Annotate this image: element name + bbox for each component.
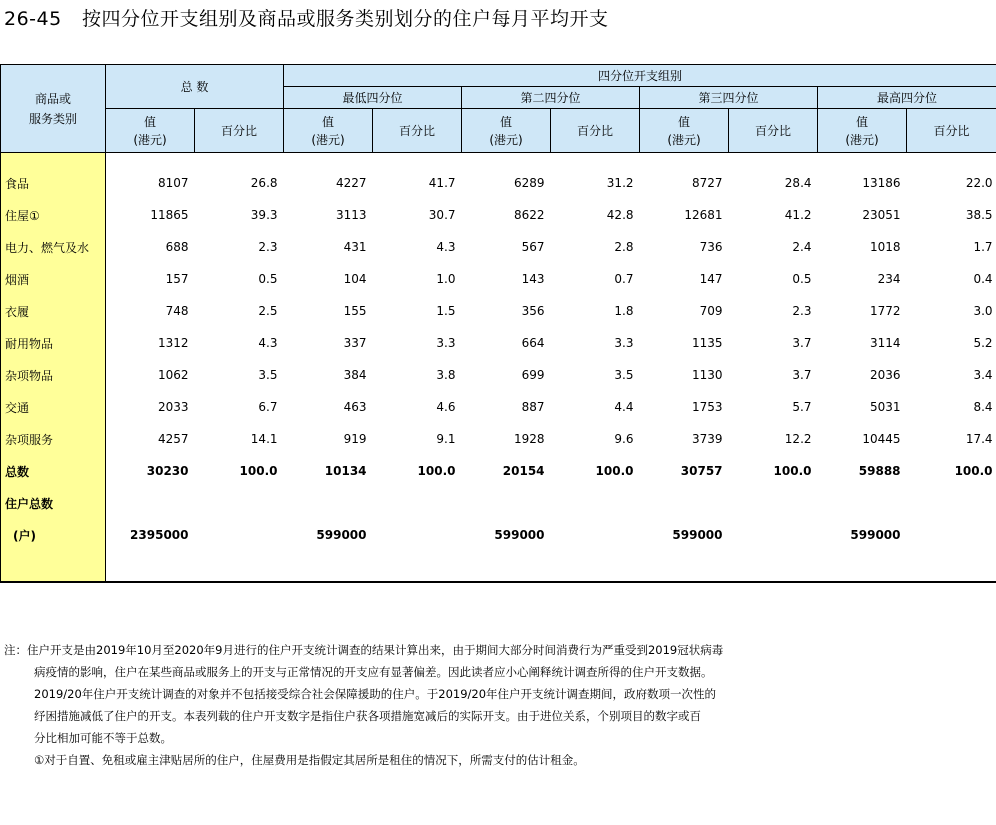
cell: 143 (521, 272, 545, 286)
note-line: 分比相加可能不等于总数。 (34, 731, 172, 745)
cell: 41.7 (428, 176, 456, 190)
cell: 6.7 (258, 400, 278, 414)
cell: 3.7 (792, 368, 812, 382)
cell: 463 (343, 400, 367, 414)
cell: 8622 (513, 208, 545, 222)
cell: 28.4 (784, 176, 812, 190)
cell: 1.8 (614, 304, 634, 318)
header-quartile-3: 第三四分位 (640, 87, 818, 109)
header-quartile-group: 四分位开支组别 (284, 65, 996, 87)
cell: 599000 (850, 528, 901, 542)
cell: 2.5 (258, 304, 278, 318)
note-line: 病疫情的影响，住户在某些商品或服务上的开支与正常情况的开支应有显著偏差。因此读者应小心阐释统计调查所得的住户开支数据。 (34, 665, 713, 679)
cell: 0.4 (973, 272, 993, 286)
expenditure-table (0, 64, 996, 583)
note-line: 纾困措施减低了住户的开支。本表列载的住户开支数字是指住户获各项措施宽减后的实际开支。由于进位关系，个别项目的数字或百 (34, 709, 701, 723)
cell: 14.1 (250, 432, 278, 446)
cell: 567 (521, 240, 545, 254)
cell: 41.2 (784, 208, 812, 222)
cell: 3.3 (614, 336, 634, 350)
cell: 4257 (157, 432, 189, 446)
cell: 157 (165, 272, 189, 286)
header-percent: 百分比 (551, 109, 640, 153)
cell: 3.0 (973, 304, 993, 318)
header-value: 值 (港元) (106, 109, 195, 153)
cell: 1062 (157, 368, 189, 382)
cell: 100.0 (773, 464, 812, 478)
table-row (1, 327, 996, 359)
cell: 1018 (869, 240, 901, 254)
header-quartile-1: 最低四分位 (284, 87, 462, 109)
cell: 10134 (324, 464, 367, 478)
row-label: 总数 (1, 455, 106, 487)
cell: 337 (343, 336, 367, 350)
table-number: 26-45 (4, 8, 62, 30)
table-row (1, 295, 996, 327)
header-quartile-4: 最高四分位 (818, 87, 996, 109)
total-row (1, 455, 996, 487)
header-quartile-2: 第二四分位 (462, 87, 640, 109)
cell: 42.8 (606, 208, 634, 222)
cell: 59888 (858, 464, 901, 478)
spacer-row (1, 153, 996, 168)
cell (729, 519, 818, 551)
cell: 4.4 (614, 400, 634, 414)
cell: 13186 (862, 176, 901, 190)
cell: 3.8 (436, 368, 456, 382)
cell: 1135 (691, 336, 723, 350)
cell: 709 (699, 304, 723, 318)
cell: 3113 (335, 208, 367, 222)
cell: 30.7 (428, 208, 456, 222)
cell: 4.3 (258, 336, 278, 350)
row-label: 交通 (1, 391, 106, 423)
cell: 8.4 (973, 400, 993, 414)
header-category: 商品或 服务类别 (1, 65, 106, 153)
cell: 3.4 (973, 368, 993, 382)
cell: 1.5 (436, 304, 456, 318)
cell: 2.8 (614, 240, 634, 254)
cell: 4.3 (436, 240, 456, 254)
households-row (1, 519, 996, 551)
cell: 22.0 (965, 176, 993, 190)
cell: 384 (343, 368, 367, 382)
cell: 30230 (146, 464, 189, 478)
cell: 11865 (150, 208, 189, 222)
cell: 234 (877, 272, 901, 286)
cell: 0.5 (792, 272, 812, 286)
cell: 12.2 (784, 432, 812, 446)
header-total: 总 数 (106, 65, 284, 109)
cell: 699 (521, 368, 545, 382)
page-title (4, 4, 609, 31)
cell: 0.5 (258, 272, 278, 286)
cell: 431 (343, 240, 367, 254)
row-label: 杂项物品 (1, 359, 106, 391)
cell: 147 (699, 272, 723, 286)
cell: 1928 (513, 432, 545, 446)
note-line: ①对于自置、免租或雇主津贴居所的住户，住屋费用是指假定其居所是租住的情况下，所需支付的估计租金。 (34, 753, 585, 767)
cell: 599000 (672, 528, 723, 542)
cell: 9.6 (614, 432, 634, 446)
table-row (1, 167, 996, 199)
cell: 12681 (684, 208, 723, 222)
row-label: 耐用物品 (1, 327, 106, 359)
row-label: (户) (1, 519, 106, 551)
cell: 17.4 (965, 432, 993, 446)
cell: 39.3 (250, 208, 278, 222)
cell: 9.1 (436, 432, 456, 446)
row-label: 烟酒 (1, 263, 106, 295)
cell: 2.4 (792, 240, 812, 254)
table-title: 按四分位开支组别及商品或服务类别划分的住户每月平均开支 (82, 8, 609, 30)
row-label: 住屋① (1, 199, 106, 231)
table-row (1, 263, 996, 295)
cell: 919 (343, 432, 367, 446)
row-label: 杂项服务 (1, 423, 106, 455)
header-percent: 百分比 (373, 109, 462, 153)
cell (551, 519, 640, 551)
cell (195, 519, 284, 551)
cell: 599000 (494, 528, 545, 542)
spacer-row (1, 551, 996, 582)
cell: 30757 (680, 464, 723, 478)
cell: 8107 (157, 176, 189, 190)
table-row (1, 199, 996, 231)
cell: 2395000 (130, 528, 189, 542)
cell: 4.6 (436, 400, 456, 414)
cell: 10445 (862, 432, 901, 446)
cell: 1.7 (973, 240, 993, 254)
cell: 4227 (335, 176, 367, 190)
cell: 3.5 (258, 368, 278, 382)
header-value: 值 (港元) (284, 109, 373, 153)
cell: 2033 (157, 400, 189, 414)
cell: 3114 (869, 336, 901, 350)
table-row (1, 359, 996, 391)
cell: 2036 (869, 368, 901, 382)
row-label: 衣履 (1, 295, 106, 327)
cell: 664 (521, 336, 545, 350)
cell: 736 (699, 240, 723, 254)
cell: 31.2 (606, 176, 634, 190)
cell: 3.7 (792, 336, 812, 350)
cell: 8727 (691, 176, 723, 190)
cell: 2.3 (258, 240, 278, 254)
cell: 599000 (316, 528, 367, 542)
cell: 3.3 (436, 336, 456, 350)
table-row (1, 391, 996, 423)
cell: 887 (521, 400, 545, 414)
cell: 26.8 (250, 176, 278, 190)
header-percent: 百分比 (729, 109, 818, 153)
row-label: 食品 (1, 167, 106, 199)
cell: 0.7 (614, 272, 634, 286)
header-value: 值 (港元) (640, 109, 729, 153)
note-line: 2019/20年住户开支统计调查的对象并不包括接受综合社会保障援助的住户。于2019/20年住户开支统计调查期间，政府数项一次性的 (34, 687, 717, 701)
cell: 104 (343, 272, 367, 286)
cell: 38.5 (965, 208, 993, 222)
cell: 5031 (869, 400, 901, 414)
table-row (1, 231, 996, 263)
footnotes (4, 639, 984, 771)
cell: 3.5 (614, 368, 634, 382)
cell: 100.0 (954, 464, 993, 478)
header-value: 值 (港元) (818, 109, 907, 153)
header-percent: 百分比 (195, 109, 284, 153)
cell (373, 519, 462, 551)
cell: 1312 (157, 336, 189, 350)
note-line: 注：住户开支是由2019年10月至2020年9月进行的住户开支统计调查的结果计算出来，由于期间大部分时间消费行为严重受到2019冠状病毒 (4, 643, 724, 657)
cell: 23051 (862, 208, 901, 222)
cell: 5.2 (973, 336, 993, 350)
row-label: 住户总数 (1, 487, 106, 519)
header-percent: 百分比 (907, 109, 996, 153)
cell: 3739 (691, 432, 723, 446)
cell: 100.0 (239, 464, 278, 478)
cell: 356 (521, 304, 545, 318)
cell: 1753 (691, 400, 723, 414)
cell: 6289 (513, 176, 545, 190)
cell: 688 (165, 240, 189, 254)
cell: 100.0 (417, 464, 456, 478)
cell: 1.0 (436, 272, 456, 286)
cell: 5.7 (792, 400, 812, 414)
cell: 1772 (869, 304, 901, 318)
cell: 155 (343, 304, 367, 318)
cell: 1130 (691, 368, 723, 382)
households-label-row (1, 487, 996, 519)
cell: 748 (165, 304, 189, 318)
cell (907, 519, 996, 551)
row-label: 电力、燃气及水 (1, 231, 106, 263)
cell: 2.3 (792, 304, 812, 318)
cell: 100.0 (595, 464, 634, 478)
cell: 20154 (502, 464, 545, 478)
header-value: 值 (港元) (462, 109, 551, 153)
table-row (1, 423, 996, 455)
